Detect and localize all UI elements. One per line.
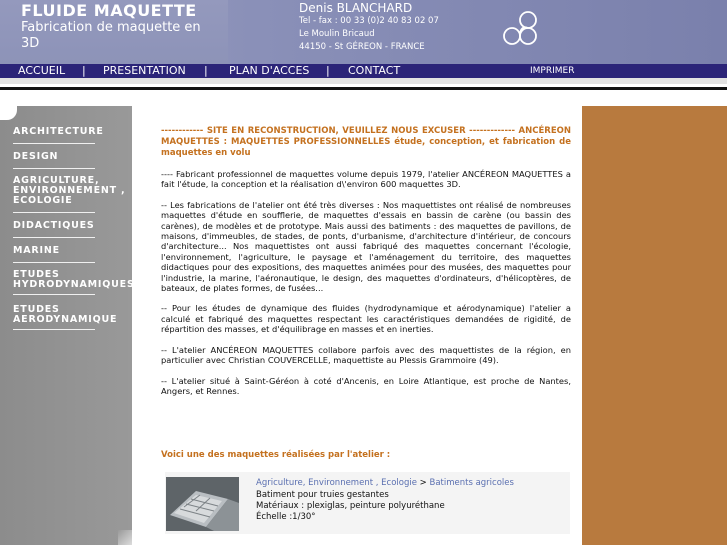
sidebar bbox=[0, 106, 135, 545]
example-breadcrumb bbox=[256, 478, 514, 488]
example-scale: Échelle :1/30° bbox=[256, 512, 316, 522]
nav-presentation[interactable]: PRESENTATION bbox=[103, 64, 186, 77]
example-thumbnail[interactable] bbox=[166, 477, 239, 531]
example-title: Batiment pour truies gestantes bbox=[256, 490, 389, 500]
divider-black bbox=[0, 87, 727, 90]
sidebar-divider bbox=[13, 294, 95, 295]
example-materials: Matériaux : plexiglas, peinture polyuréthane bbox=[256, 501, 445, 511]
contact-name: Denis BLANCHARD bbox=[299, 1, 413, 15]
contact-address-line-1: Le Moulin Bricaud bbox=[299, 29, 375, 39]
breadcrumb-arrow: > bbox=[419, 478, 427, 488]
header-contact bbox=[299, 1, 439, 54]
sidebar-bottom-corner bbox=[118, 530, 132, 545]
sidebar-divider bbox=[13, 212, 95, 213]
right-decor-panel bbox=[582, 106, 727, 545]
divider-grey bbox=[0, 78, 727, 84]
sidebar-divider bbox=[13, 329, 95, 330]
collaboration-paragraph: -- L'atelier ANCÉREON MAQUETTES collabore parfois avec des maquettistes de la région, en particulier avec Christian COUVERCELLE, maquettiste au Plessis Grammoire (49). bbox=[161, 344, 571, 366]
nav-separator: | bbox=[326, 64, 330, 77]
contact-address-line-2: 44150 - St GÉREON - FRANCE bbox=[299, 42, 425, 52]
nav-separator: | bbox=[204, 64, 208, 77]
examples-heading: Voici une des maquettes réalisées par l'atelier : bbox=[161, 450, 391, 460]
sidebar-item-hydrodynamiques[interactable]: ETUDES HYDRODYNAMIQUES bbox=[13, 269, 135, 290]
sidebar-item-design[interactable]: DESIGN bbox=[13, 151, 59, 162]
nav-plan-acces[interactable]: PLAN D'ACCES bbox=[229, 64, 310, 77]
contact-phone: Tel - fax : 00 33 (0)2 40 83 02 07 bbox=[299, 16, 439, 26]
reconstruction-notice: ------------ SITE EN RECONSTRUCTION, VEUILLEZ NOUS EXCUSER ------------- ANCÉREON MAQUETTES : MAQUETTES PROFESSIONNELLES étude, conception, et fabrication de maquettes en volu bbox=[161, 126, 571, 158]
site-subtitle: Fabrication de maquette en 3D bbox=[21, 20, 201, 51]
example-category-link[interactable]: Agriculture, Environnement , Ecologie bbox=[256, 478, 417, 488]
intro-paragraph: ---- Fabricant professionnel de maquettes volume depuis 1979, l'atelier ANCÉREON MAQUETTES a fait l'étude, la conception et la réalisation d\'environ 600 maquettes 3D. bbox=[161, 169, 571, 190]
model-photo-icon bbox=[166, 477, 239, 531]
example-card bbox=[165, 472, 570, 534]
main-content bbox=[161, 126, 571, 396]
main-nav bbox=[0, 64, 727, 78]
fabrications-paragraph: -- Les fabrications de l'atelier ont été très diverses : Nos maquettistes ont réalisé de nombreuses maquettes d'étude en soufflerie, de maquettes d'essais en bassin de carène (ou bassin des carènes), de modèles et de prototype. Mais aussi des batiments : des maquettes de pavillons, de maisons, d'immeubles, de stades, de ponts, d'urbanisme, d'architecture d'intérieur, de concours d'architecture... Nos maquettistes ont aussi fabriqué des maquettes concernant l'écologie, l'environnement, l'agriculture, le paysage et l'aménagement du territoire, des maquettes didactiques pour des expositions, des maquettes animées pour des musées, des maquettes pour l'industrie, la marine, l'aéronautique, le design, des maquettes d'ordinateurs, d'hélicoptères, de bateaux, de plates formes, de fusées... bbox=[161, 199, 571, 294]
sidebar-item-agriculture[interactable]: AGRICULTURE, ENVIRONNEMENT , ECOLOGIE bbox=[13, 175, 126, 206]
sidebar-divider bbox=[13, 168, 95, 169]
site-title[interactable]: FLUIDE MAQUETTE bbox=[21, 1, 197, 20]
nav-accueil[interactable]: ACCUEIL bbox=[18, 64, 66, 77]
sidebar-divider bbox=[13, 237, 95, 238]
sidebar-item-aerodynamique[interactable]: ETUDES AERODYNAMIQUE bbox=[13, 304, 118, 325]
fluid-circles-logo-icon bbox=[498, 6, 546, 48]
location-paragraph: -- L'atelier situé à Saint-Géréon à coté d'Ancenis, en Loire Atlantique, est proche de Nantes, Angers, et Rennes. bbox=[161, 375, 571, 396]
header bbox=[0, 0, 727, 64]
dynamics-paragraph: -- Pour les études de dynamique des fluides (hydrodynamique et aérodynamique) l'atelier a calculé et fabriqué des maquettes respectant les caractéristiques demandées de rigidité, de répartition des masses, et d'équilibrage en masses et en inerties. bbox=[161, 303, 571, 335]
print-link[interactable]: IMPRIMER bbox=[530, 66, 575, 76]
example-subcategory-link[interactable]: Batiments agricoles bbox=[429, 478, 514, 488]
nav-separator: | bbox=[82, 64, 86, 77]
sidebar-divider bbox=[13, 262, 95, 263]
nav-contact[interactable]: CONTACT bbox=[348, 64, 401, 77]
sidebar-item-didactiques[interactable]: DIDACTIQUES bbox=[13, 220, 95, 231]
sidebar-divider bbox=[13, 143, 95, 144]
sidebar-item-architecture[interactable]: ARCHITECTURE bbox=[13, 126, 104, 137]
sidebar-item-marine[interactable]: MARINE bbox=[13, 245, 60, 256]
